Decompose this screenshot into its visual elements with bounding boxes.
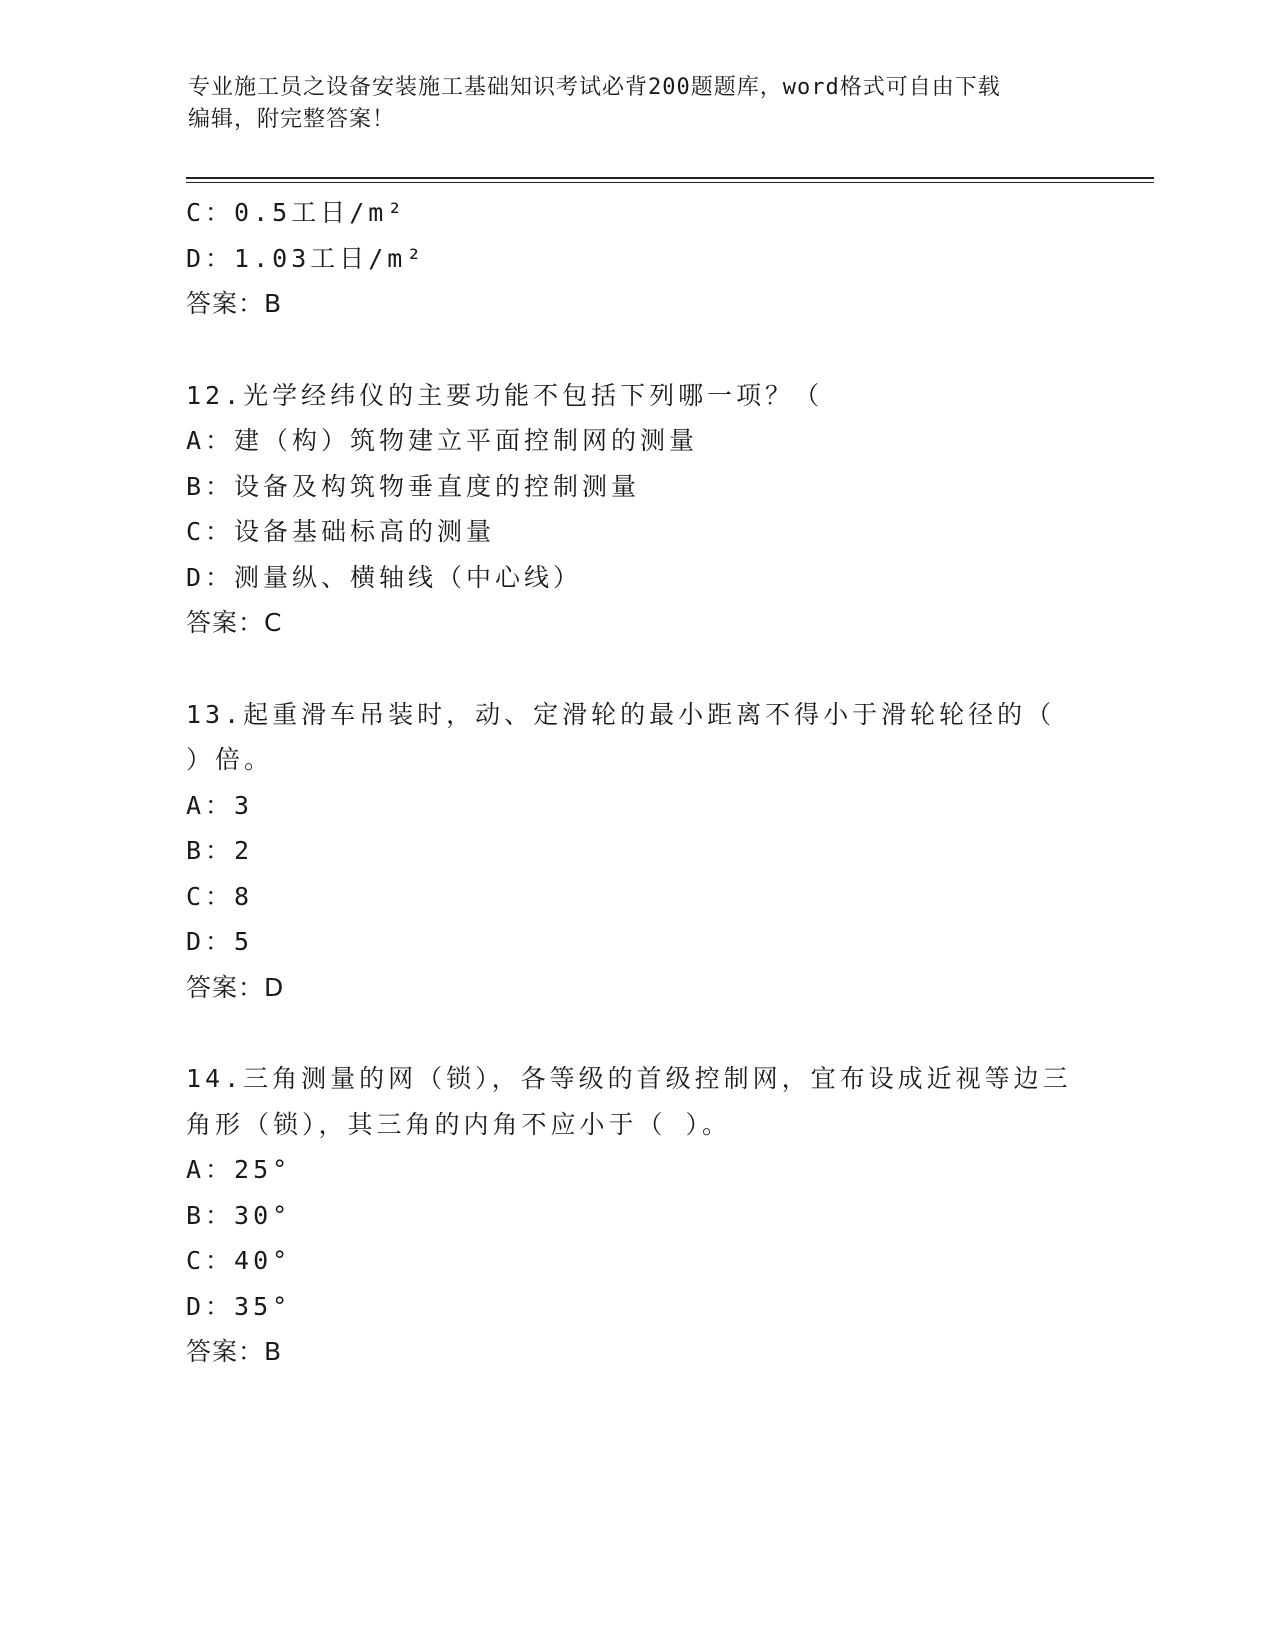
question-11 xyxy=(186,190,1086,327)
question-list xyxy=(186,190,1086,1375)
question-12-option-a: A：建（构）筑物建立平面控制网的测量 xyxy=(186,426,699,455)
question-14-text-line-2: 角形（锁），其三角的内角不应小于（ ）。 xyxy=(186,1109,732,1139)
question-11-answer: 答案：B xyxy=(186,289,283,318)
question-13 xyxy=(186,692,1086,1011)
question-12-answer: 答案：C xyxy=(186,608,283,637)
question-12-text: 12.光学经纬仪的主要功能不包括下列哪一项？（ xyxy=(186,380,824,410)
spacer xyxy=(186,1010,1086,1056)
spacer xyxy=(186,646,1086,692)
question-14-option-c: C：40° xyxy=(186,1246,292,1275)
question-13-text-line-2: ）倍。 xyxy=(186,745,274,774)
question-12-option-b: B：设备及构筑物垂直度的控制测量 xyxy=(186,471,641,501)
question-13-option-b: B：2 xyxy=(186,836,254,865)
question-13-answer: 答案：D xyxy=(186,972,285,1002)
header-divider-thin xyxy=(186,182,1154,183)
question-14-text-line-1: 14.三角测量的网（锁），各等级的首级控制网，宜布设成近视等边三 xyxy=(186,1064,1072,1093)
question-14-option-a: A：25° xyxy=(186,1155,292,1184)
question-14-option-d: D：35° xyxy=(186,1291,292,1321)
question-14-option-b: B：30° xyxy=(186,1200,292,1230)
question-13-option-a: A：3 xyxy=(186,790,254,820)
question-12 xyxy=(186,373,1086,646)
question-13-option-c: C：8 xyxy=(186,881,254,911)
header-line-2: 编辑，附完整答案！ xyxy=(188,107,396,132)
question-13-text-line-1: 13.起重滑车吊装时，动、定滑轮的最小距离不得小于滑轮轮径的（ xyxy=(186,699,1056,729)
header-line-1: 专业施工员之设备安装施工基础知识考试必背200题题库，word格式可自由下载 xyxy=(188,75,1001,100)
question-11-option-c: C：0.5工日/m² xyxy=(186,198,407,227)
document-header xyxy=(188,72,1088,136)
question-14 xyxy=(186,1056,1086,1375)
question-12-option-d: D：测量纵、横轴线（中心线） xyxy=(186,562,583,592)
question-12-option-c: C：设备基础标高的测量 xyxy=(186,517,496,546)
question-13-option-d: D：5 xyxy=(186,927,254,956)
question-14-answer: 答案：B xyxy=(186,1337,283,1366)
question-11-option-d: D：1.03工日/m² xyxy=(186,243,426,273)
spacer xyxy=(186,327,1086,373)
header-divider-thick xyxy=(186,177,1154,179)
